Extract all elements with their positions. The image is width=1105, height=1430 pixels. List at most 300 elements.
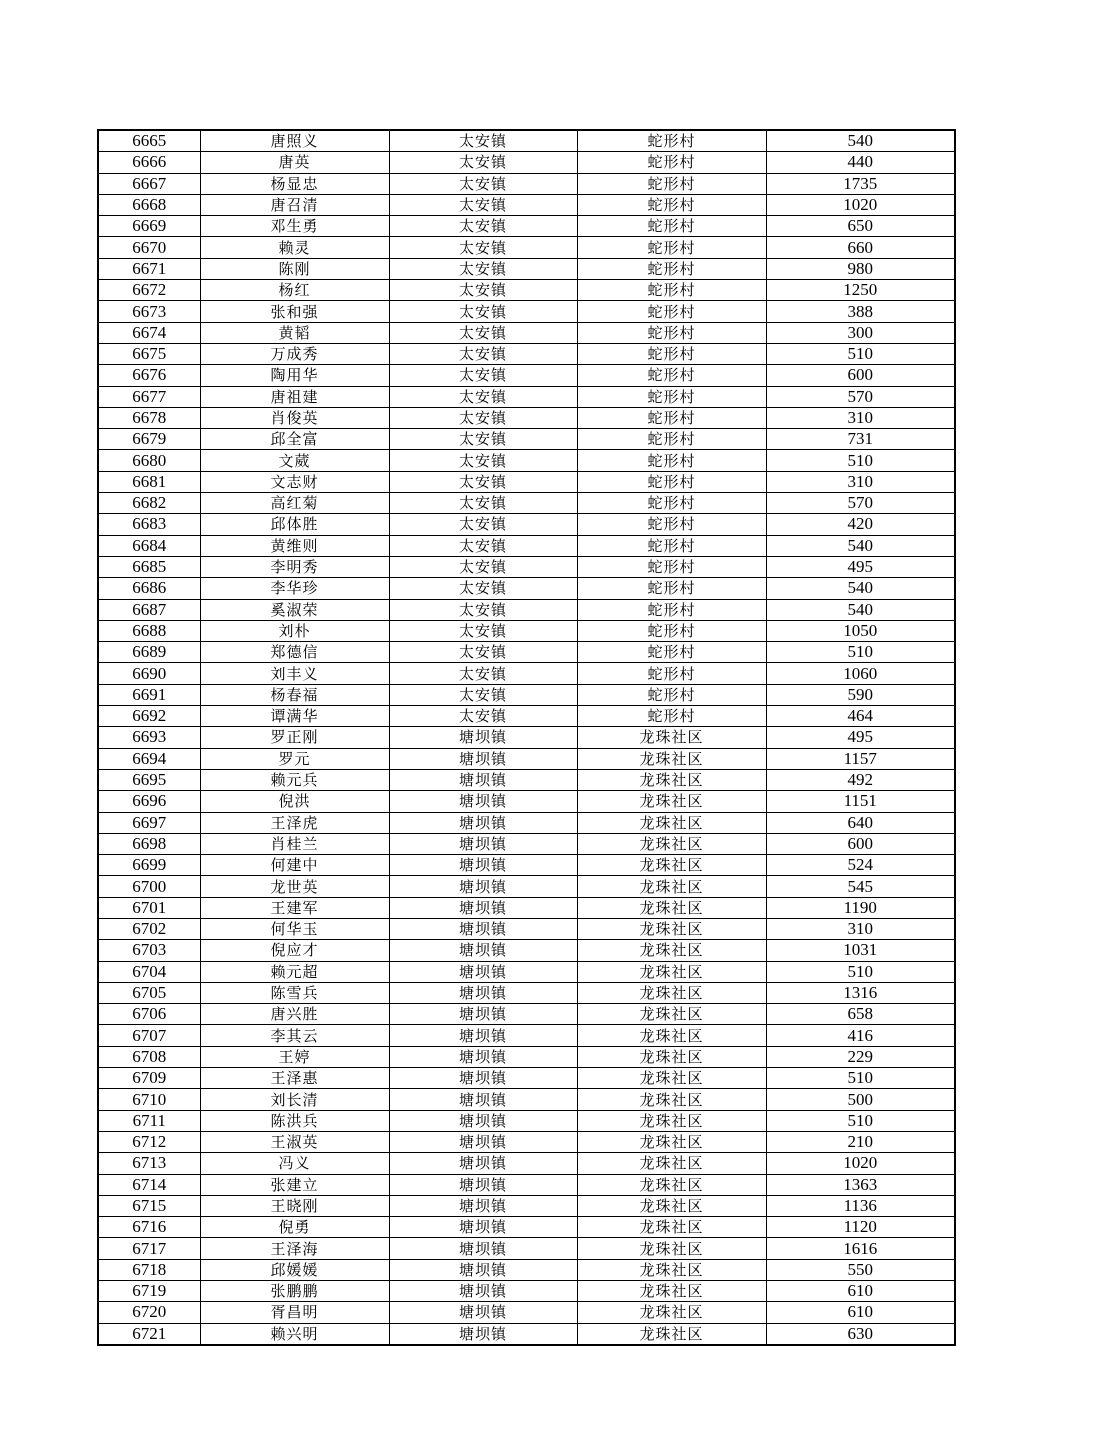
table-row [98,1281,955,1302]
table-row [98,663,955,684]
table-row [98,1089,955,1110]
village-cell: 龙珠社区 [577,1068,766,1089]
table-row [98,897,955,918]
table-row [98,535,955,556]
amount-cell: 510 [766,642,955,663]
village-cell: 龙珠社区 [577,1110,766,1131]
name-cell: 赖兴明 [200,1323,389,1345]
town-cell: 太安镇 [389,663,577,684]
row-number-cell: 6707 [98,1025,200,1046]
village-cell: 龙珠社区 [577,918,766,939]
name-cell: 邓生勇 [200,216,389,237]
name-cell: 万成秀 [200,343,389,364]
name-cell: 罗元 [200,748,389,769]
amount-cell: 1050 [766,620,955,641]
amount-cell: 731 [766,429,955,450]
table-row [98,791,955,812]
name-cell: 张和强 [200,301,389,322]
village-cell: 蛇形村 [577,493,766,514]
name-cell: 邱体胜 [200,514,389,535]
town-cell: 塘坝镇 [389,791,577,812]
amount-cell: 1250 [766,280,955,301]
town-cell: 太安镇 [389,322,577,343]
row-number-cell: 6677 [98,386,200,407]
village-cell: 蛇形村 [577,130,766,152]
name-cell: 唐英 [200,152,389,173]
table-row [98,1323,955,1345]
village-cell: 龙珠社区 [577,769,766,790]
village-cell: 蛇形村 [577,194,766,215]
village-cell: 龙珠社区 [577,727,766,748]
row-number-cell: 6687 [98,599,200,620]
amount-cell: 540 [766,535,955,556]
table-row [98,386,955,407]
name-cell: 王建军 [200,897,389,918]
town-cell: 太安镇 [389,216,577,237]
amount-cell: 1616 [766,1238,955,1259]
amount-cell: 1060 [766,663,955,684]
row-number-cell: 6716 [98,1217,200,1238]
row-number-cell: 6665 [98,130,200,152]
name-cell: 文志财 [200,471,389,492]
town-cell: 塘坝镇 [389,1131,577,1152]
town-cell: 塘坝镇 [389,1302,577,1323]
name-cell: 陈刚 [200,258,389,279]
village-cell: 龙珠社区 [577,876,766,897]
row-number-cell: 6713 [98,1153,200,1174]
village-cell: 龙珠社区 [577,1153,766,1174]
town-cell: 太安镇 [389,258,577,279]
table-row [98,1174,955,1195]
table-row [98,748,955,769]
village-cell: 蛇形村 [577,237,766,258]
name-cell: 刘朴 [200,620,389,641]
name-cell: 杨红 [200,280,389,301]
row-number-cell: 6669 [98,216,200,237]
town-cell: 塘坝镇 [389,1281,577,1302]
table-row [98,940,955,961]
row-number-cell: 6668 [98,194,200,215]
town-cell: 塘坝镇 [389,855,577,876]
name-cell: 罗正刚 [200,727,389,748]
row-number-cell: 6693 [98,727,200,748]
town-cell: 太安镇 [389,514,577,535]
amount-cell: 570 [766,386,955,407]
village-cell: 龙珠社区 [577,1089,766,1110]
row-number-cell: 6714 [98,1174,200,1195]
table-row [98,1046,955,1067]
village-cell: 蛇形村 [577,642,766,663]
town-cell: 太安镇 [389,684,577,705]
table-row [98,258,955,279]
row-number-cell: 6679 [98,429,200,450]
name-cell: 李其云 [200,1025,389,1046]
town-cell: 塘坝镇 [389,1259,577,1280]
table-row [98,1217,955,1238]
village-cell: 龙珠社区 [577,855,766,876]
name-cell: 陶用华 [200,365,389,386]
amount-cell: 1363 [766,1174,955,1195]
table-row [98,1259,955,1280]
village-cell: 蛇形村 [577,429,766,450]
name-cell: 李华珍 [200,578,389,599]
row-number-cell: 6721 [98,1323,200,1345]
row-number-cell: 6675 [98,343,200,364]
village-cell: 蛇形村 [577,578,766,599]
town-cell: 塘坝镇 [389,918,577,939]
row-number-cell: 6695 [98,769,200,790]
amount-cell: 1136 [766,1195,955,1216]
name-cell: 张建立 [200,1174,389,1195]
town-cell: 塘坝镇 [389,1110,577,1131]
table-row [98,152,955,173]
table-row [98,1068,955,1089]
row-number-cell: 6719 [98,1281,200,1302]
amount-cell: 229 [766,1046,955,1067]
table-row [98,194,955,215]
amount-cell: 524 [766,855,955,876]
name-cell: 刘丰义 [200,663,389,684]
name-cell: 赖灵 [200,237,389,258]
table-row [98,578,955,599]
table-row [98,876,955,897]
village-cell: 蛇形村 [577,258,766,279]
name-cell: 冯义 [200,1153,389,1174]
row-number-cell: 6684 [98,535,200,556]
amount-cell: 1190 [766,897,955,918]
village-cell: 蛇形村 [577,386,766,407]
name-cell: 赖元兵 [200,769,389,790]
name-cell: 王婷 [200,1046,389,1067]
name-cell: 李明秀 [200,556,389,577]
amount-cell: 1020 [766,1153,955,1174]
row-number-cell: 6712 [98,1131,200,1152]
table-row [98,173,955,194]
row-number-cell: 6676 [98,365,200,386]
village-cell: 龙珠社区 [577,897,766,918]
row-number-cell: 6682 [98,493,200,514]
table-row [98,918,955,939]
village-cell: 龙珠社区 [577,1217,766,1238]
village-cell: 龙珠社区 [577,1174,766,1195]
name-cell: 王泽惠 [200,1068,389,1089]
row-number-cell: 6701 [98,897,200,918]
table-row [98,365,955,386]
village-cell: 蛇形村 [577,620,766,641]
row-number-cell: 6685 [98,556,200,577]
name-cell: 胥昌明 [200,1302,389,1323]
town-cell: 塘坝镇 [389,1174,577,1195]
town-cell: 太安镇 [389,599,577,620]
town-cell: 太安镇 [389,450,577,471]
table-row [98,514,955,535]
name-cell: 王泽虎 [200,812,389,833]
village-cell: 龙珠社区 [577,1302,766,1323]
town-cell: 太安镇 [389,365,577,386]
town-cell: 太安镇 [389,152,577,173]
village-cell: 龙珠社区 [577,1323,766,1345]
row-number-cell: 6702 [98,918,200,939]
town-cell: 塘坝镇 [389,1217,577,1238]
town-cell: 塘坝镇 [389,1004,577,1025]
amount-cell: 310 [766,918,955,939]
amount-cell: 545 [766,876,955,897]
town-cell: 太安镇 [389,407,577,428]
row-number-cell: 6688 [98,620,200,641]
village-cell: 龙珠社区 [577,982,766,1003]
town-cell: 塘坝镇 [389,769,577,790]
table-row [98,1131,955,1152]
amount-cell: 510 [766,1068,955,1089]
town-cell: 太安镇 [389,173,577,194]
name-cell: 王泽海 [200,1238,389,1259]
amount-cell: 495 [766,556,955,577]
village-cell: 龙珠社区 [577,812,766,833]
row-number-cell: 6705 [98,982,200,1003]
town-cell: 塘坝镇 [389,748,577,769]
amount-cell: 1316 [766,982,955,1003]
amount-cell: 1031 [766,940,955,961]
town-cell: 太安镇 [389,471,577,492]
amount-cell: 660 [766,237,955,258]
town-cell: 塘坝镇 [389,1068,577,1089]
row-number-cell: 6692 [98,706,200,727]
row-number-cell: 6681 [98,471,200,492]
row-number-cell: 6691 [98,684,200,705]
amount-cell: 510 [766,343,955,364]
town-cell: 太安镇 [389,280,577,301]
village-cell: 蛇形村 [577,280,766,301]
name-cell: 张鹏鹏 [200,1281,389,1302]
village-cell: 蛇形村 [577,450,766,471]
table-row [98,684,955,705]
name-cell: 谭满华 [200,706,389,727]
table-row [98,1025,955,1046]
table-row [98,855,955,876]
name-cell: 倪洪 [200,791,389,812]
amount-cell: 492 [766,769,955,790]
amount-cell: 300 [766,322,955,343]
amount-cell: 550 [766,1259,955,1280]
row-number-cell: 6680 [98,450,200,471]
amount-cell: 570 [766,493,955,514]
town-cell: 太安镇 [389,194,577,215]
village-cell: 蛇形村 [577,706,766,727]
town-cell: 塘坝镇 [389,1025,577,1046]
table-row [98,769,955,790]
amount-cell: 500 [766,1089,955,1110]
amount-cell: 640 [766,812,955,833]
amount-cell: 510 [766,961,955,982]
village-cell: 龙珠社区 [577,1046,766,1067]
amount-cell: 310 [766,407,955,428]
amount-cell: 495 [766,727,955,748]
name-cell: 杨显忠 [200,173,389,194]
table-row [98,1238,955,1259]
name-cell: 王晓刚 [200,1195,389,1216]
row-number-cell: 6671 [98,258,200,279]
row-number-cell: 6720 [98,1302,200,1323]
table-row [98,450,955,471]
amount-cell: 1151 [766,791,955,812]
name-cell: 唐祖建 [200,386,389,407]
table-row [98,620,955,641]
village-cell: 龙珠社区 [577,940,766,961]
row-number-cell: 6672 [98,280,200,301]
town-cell: 塘坝镇 [389,727,577,748]
name-cell: 邱媛媛 [200,1259,389,1280]
village-cell: 蛇形村 [577,535,766,556]
row-number-cell: 6706 [98,1004,200,1025]
name-cell: 赖元超 [200,961,389,982]
table-row [98,237,955,258]
row-number-cell: 6678 [98,407,200,428]
row-number-cell: 6670 [98,237,200,258]
table-row [98,833,955,854]
town-cell: 太安镇 [389,578,577,599]
table-body [98,130,955,1345]
amount-cell: 590 [766,684,955,705]
village-cell: 蛇形村 [577,663,766,684]
amount-cell: 540 [766,599,955,620]
name-cell: 唐召清 [200,194,389,215]
name-cell: 唐兴胜 [200,1004,389,1025]
name-cell: 邱全富 [200,429,389,450]
row-number-cell: 6686 [98,578,200,599]
row-number-cell: 6673 [98,301,200,322]
table-row [98,130,955,152]
town-cell: 塘坝镇 [389,1046,577,1067]
row-number-cell: 6689 [98,642,200,663]
row-number-cell: 6690 [98,663,200,684]
table-row [98,706,955,727]
village-cell: 龙珠社区 [577,1025,766,1046]
table-row [98,216,955,237]
town-cell: 太安镇 [389,642,577,663]
town-cell: 塘坝镇 [389,1195,577,1216]
amount-cell: 1157 [766,748,955,769]
name-cell: 何建中 [200,855,389,876]
village-cell: 龙珠社区 [577,1259,766,1280]
row-number-cell: 6704 [98,961,200,982]
table-row [98,301,955,322]
village-cell: 蛇形村 [577,365,766,386]
village-cell: 蛇形村 [577,343,766,364]
town-cell: 塘坝镇 [389,1153,577,1174]
row-number-cell: 6683 [98,514,200,535]
row-number-cell: 6696 [98,791,200,812]
table-row [98,429,955,450]
table-row [98,642,955,663]
amount-cell: 600 [766,365,955,386]
town-cell: 太安镇 [389,301,577,322]
town-cell: 塘坝镇 [389,876,577,897]
name-cell: 陈洪兵 [200,1110,389,1131]
village-cell: 龙珠社区 [577,1004,766,1025]
table-row [98,556,955,577]
village-cell: 蛇形村 [577,684,766,705]
amount-cell: 420 [766,514,955,535]
town-cell: 塘坝镇 [389,1089,577,1110]
town-cell: 塘坝镇 [389,961,577,982]
town-cell: 太安镇 [389,386,577,407]
town-cell: 太安镇 [389,343,577,364]
name-cell: 倪应才 [200,940,389,961]
row-number-cell: 6700 [98,876,200,897]
row-number-cell: 6698 [98,833,200,854]
row-number-cell: 6708 [98,1046,200,1067]
amount-cell: 464 [766,706,955,727]
town-cell: 太安镇 [389,493,577,514]
village-cell: 龙珠社区 [577,748,766,769]
row-number-cell: 6697 [98,812,200,833]
village-cell: 蛇形村 [577,173,766,194]
row-number-cell: 6718 [98,1259,200,1280]
name-cell: 肖桂兰 [200,833,389,854]
table-row [98,727,955,748]
amount-cell: 310 [766,471,955,492]
town-cell: 太安镇 [389,130,577,152]
table-row [98,812,955,833]
row-number-cell: 6667 [98,173,200,194]
row-number-cell: 6711 [98,1110,200,1131]
row-number-cell: 6715 [98,1195,200,1216]
town-cell: 塘坝镇 [389,897,577,918]
name-cell: 唐照义 [200,130,389,152]
table-row [98,961,955,982]
table-row [98,1004,955,1025]
village-cell: 蛇形村 [577,301,766,322]
amount-cell: 1120 [766,1217,955,1238]
name-cell: 龙世英 [200,876,389,897]
town-cell: 塘坝镇 [389,940,577,961]
name-cell: 奚淑荣 [200,599,389,620]
amount-cell: 510 [766,1110,955,1131]
table-row [98,471,955,492]
name-cell: 王淑英 [200,1131,389,1152]
amount-cell: 540 [766,578,955,599]
amount-cell: 1735 [766,173,955,194]
village-cell: 龙珠社区 [577,1281,766,1302]
town-cell: 塘坝镇 [389,1323,577,1345]
village-cell: 蛇形村 [577,556,766,577]
village-cell: 龙珠社区 [577,1238,766,1259]
village-cell: 蛇形村 [577,407,766,428]
town-cell: 塘坝镇 [389,1238,577,1259]
row-number-cell: 6674 [98,322,200,343]
town-cell: 太安镇 [389,556,577,577]
table-row [98,1153,955,1174]
amount-cell: 980 [766,258,955,279]
village-cell: 龙珠社区 [577,1195,766,1216]
table-row [98,493,955,514]
row-number-cell: 6699 [98,855,200,876]
amount-cell: 610 [766,1302,955,1323]
amount-cell: 600 [766,833,955,854]
data-table [97,129,956,1346]
town-cell: 太安镇 [389,706,577,727]
amount-cell: 658 [766,1004,955,1025]
name-cell: 文葳 [200,450,389,471]
amount-cell: 510 [766,450,955,471]
table-row [98,322,955,343]
row-number-cell: 6666 [98,152,200,173]
name-cell: 肖俊英 [200,407,389,428]
row-number-cell: 6694 [98,748,200,769]
table-row [98,1110,955,1131]
name-cell: 倪勇 [200,1217,389,1238]
amount-cell: 440 [766,152,955,173]
